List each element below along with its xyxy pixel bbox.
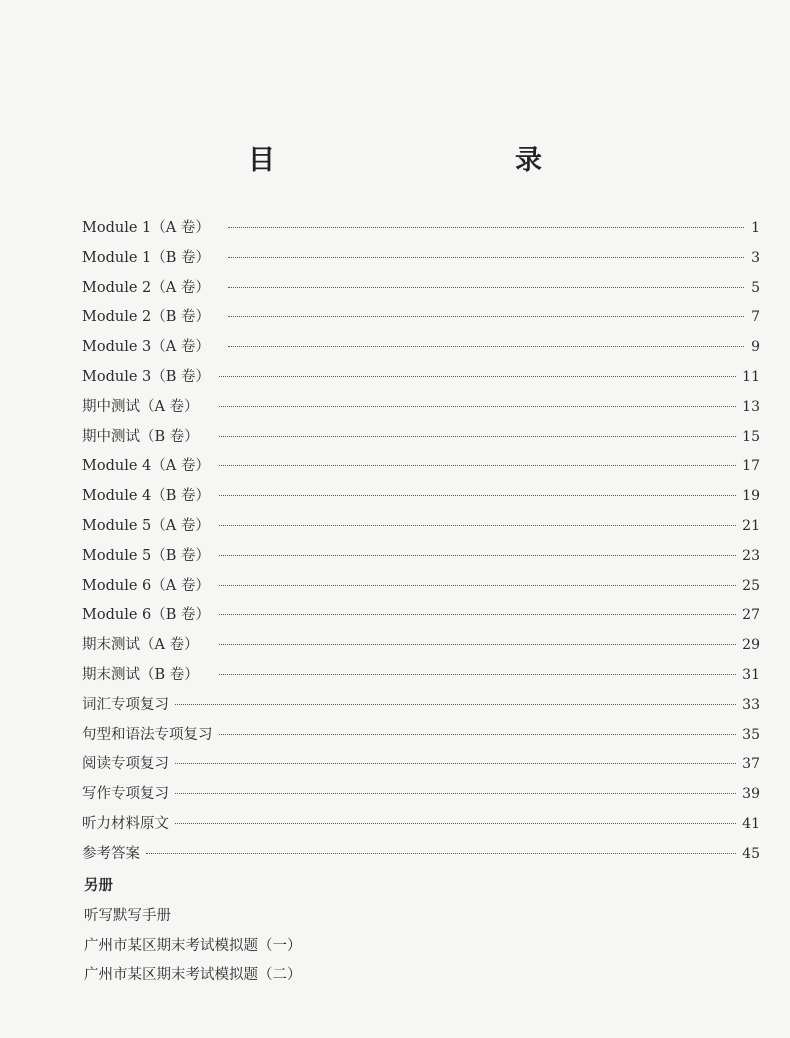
- toc-leader-dots: [228, 227, 744, 228]
- toc-entry[interactable]: [82, 246, 760, 276]
- toc-leader-dots: [219, 376, 736, 377]
- toc-leader-dots: [146, 853, 736, 854]
- toc-leader-dots: [228, 346, 744, 347]
- toc-entry-page: 7: [751, 309, 760, 326]
- toc-entry[interactable]: [82, 812, 760, 842]
- toc-entry[interactable]: [82, 305, 760, 335]
- toc-entry[interactable]: [82, 693, 760, 723]
- toc-entry-title: Module 1（A 卷）: [82, 220, 210, 236]
- toc-entry-page: 15: [742, 428, 760, 445]
- toc-entry-page: 9: [751, 339, 760, 356]
- toc-entry-title: 期末测试（A 卷）: [82, 637, 199, 654]
- toc-entry[interactable]: [82, 365, 760, 395]
- toc-entry[interactable]: [82, 544, 760, 574]
- toc-leader-dots: [219, 614, 736, 615]
- toc-entry-title: 阅读专项复习: [82, 756, 169, 773]
- toc-leader-dots: [219, 555, 736, 556]
- toc-entry-page: 33: [742, 696, 760, 713]
- toc-entry-title: Module 6（A 卷）: [82, 577, 210, 594]
- toc-entry[interactable]: [82, 395, 760, 425]
- toc-leader-dots: [228, 287, 744, 288]
- supplement-item[interactable]: 广州市某区期末考试模拟题（二）: [84, 967, 302, 984]
- toc-entry-page: 19: [742, 488, 760, 505]
- toc-entry[interactable]: [82, 782, 760, 812]
- toc-leader-dots: [219, 495, 736, 496]
- toc-entry-title: 听力材料原文: [82, 815, 169, 832]
- toc-entry-page: 13: [742, 398, 760, 415]
- toc-entry[interactable]: [82, 425, 760, 455]
- toc-entry-page: 11: [742, 368, 760, 385]
- toc-entry-page: 23: [742, 547, 760, 564]
- toc-leader-dots: [219, 734, 737, 735]
- toc-entry-title: 期中测试（A 卷）: [82, 398, 199, 415]
- toc-entry-title: Module 2（B 卷）: [82, 309, 211, 326]
- toc-entry-title: Module 1（B 卷）: [82, 249, 211, 266]
- toc-entry-title: Module 2（A 卷）: [82, 279, 210, 296]
- toc-entry-page: 5: [751, 279, 760, 296]
- toc-entry-title: 参考答案: [82, 845, 140, 862]
- toc-entry[interactable]: [82, 603, 760, 633]
- toc-leader-dots: [219, 644, 736, 645]
- toc-entry[interactable]: [82, 633, 760, 663]
- toc-entry-page: 21: [742, 517, 760, 534]
- supplement-item[interactable]: 广州市某区期末考试模拟题（一）: [84, 937, 302, 954]
- toc-entry-page: 39: [742, 786, 760, 803]
- toc-entry-title: Module 6（B 卷）: [82, 607, 211, 624]
- toc-entry[interactable]: [82, 335, 760, 365]
- toc-entry-page: 31: [742, 666, 760, 683]
- toc-entry[interactable]: [82, 752, 760, 782]
- toc-leader-dots: [219, 436, 736, 437]
- toc-entry[interactable]: [82, 574, 760, 604]
- toc-entry-page: 45: [742, 845, 760, 862]
- toc-leader-dots: [175, 763, 736, 764]
- toc-entry[interactable]: [82, 454, 760, 484]
- toc-entry-page: 3: [751, 249, 760, 266]
- toc-entry-title: Module 4（A 卷）: [82, 458, 210, 475]
- toc-entry-title: 词汇专项复习: [82, 696, 169, 713]
- toc-entry[interactable]: [82, 723, 760, 753]
- toc-entry[interactable]: [82, 484, 760, 514]
- toc-entry[interactable]: [82, 514, 760, 544]
- toc-entry-title: 期末测试（B 卷）: [82, 666, 199, 683]
- toc-entry-page: 41: [742, 815, 760, 832]
- toc-entry-page: 1: [751, 220, 760, 236]
- toc-entry-page: 35: [742, 726, 760, 743]
- toc-leader-dots: [228, 257, 744, 258]
- toc-leader-dots: [219, 585, 736, 586]
- toc-entry-title: Module 3（B 卷）: [82, 368, 211, 385]
- toc-leader-dots: [219, 674, 736, 675]
- toc-entry-title: 写作专项复习: [82, 786, 169, 803]
- toc-entry-title: Module 5（B 卷）: [82, 547, 211, 564]
- toc-entry-page: 27: [742, 607, 760, 624]
- toc-leader-dots: [175, 823, 736, 824]
- supplement-item[interactable]: 听写默写手册: [84, 907, 171, 924]
- toc-entry-page: 37: [742, 756, 760, 773]
- toc-leader-dots: [175, 793, 736, 794]
- supplement-heading: 另册: [84, 878, 113, 894]
- toc-entry[interactable]: [82, 276, 760, 306]
- toc-entry-title: 期中测试（B 卷）: [82, 428, 199, 445]
- toc-entry-title: Module 4（B 卷）: [82, 488, 211, 505]
- toc-entry[interactable]: [82, 663, 760, 693]
- toc-entry[interactable]: [82, 216, 760, 246]
- toc-entry-page: 25: [742, 577, 760, 594]
- toc-entry-page: 17: [742, 458, 760, 475]
- toc-entry-title: Module 3（A 卷）: [82, 339, 210, 356]
- page-title: 目 录: [248, 145, 604, 177]
- toc-entry-title: Module 5（A 卷）: [82, 517, 210, 534]
- toc-entry[interactable]: [82, 842, 760, 872]
- toc-entry-page: 29: [742, 637, 760, 654]
- toc-leader-dots: [175, 704, 736, 705]
- toc-leader-dots: [228, 316, 744, 317]
- toc-entry-title: 句型和语法专项复习: [82, 726, 213, 743]
- toc-leader-dots: [219, 406, 736, 407]
- toc-leader-dots: [219, 465, 736, 466]
- toc-leader-dots: [219, 525, 736, 526]
- supplement-list: [84, 872, 302, 991]
- table-of-contents: [82, 216, 760, 872]
